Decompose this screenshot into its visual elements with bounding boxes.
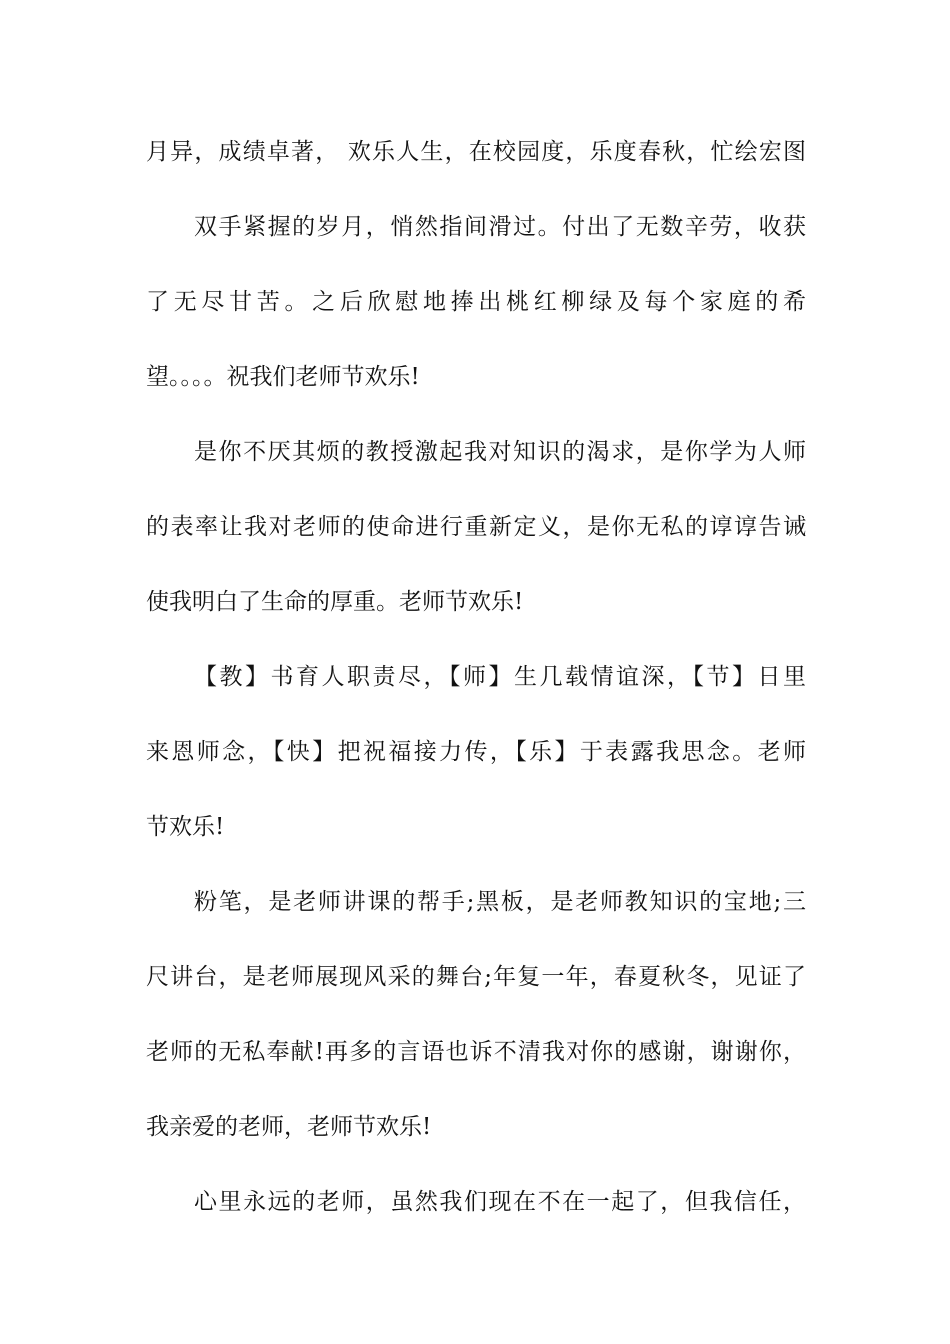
text-line-12: 尺讲台，是老师展现风采的舞台;年复一年，春夏秋冬，见证了: [146, 964, 806, 990]
text-line-5: 是你不厌其烦的教授激起我对知识的渴求，是你学为人师: [194, 439, 806, 465]
text-line-3: 了无尽甘苦。之后欣慰地捧出桃红柳绿及每个家庭的希: [146, 289, 806, 315]
text-line-8: 【教】书育人职责尽，【师】生几载情谊深，【节】日里: [194, 664, 806, 690]
text-line-13: 老师的无私奉献!再多的言语也诉不清我对你的感谢，谢谢你，: [146, 1039, 806, 1065]
text-line-2: 双手紧握的岁月，悄然指间滑过。付出了无数辛劳，收获: [194, 214, 806, 240]
text-line-10: 节欢乐!: [146, 814, 225, 840]
text-line-11: 粉笔，是老师讲课的帮手;黑板，是老师教知识的宝地;三: [194, 889, 806, 915]
text-line-14: 我亲爱的老师，老师节欢乐!: [146, 1114, 432, 1140]
text-line-1: 月异，成绩卓著， 欢乐人生，在校园度，乐度春秋，忙绘宏图: [146, 139, 806, 165]
text-line-4: 望。。。。祝我们老师节欢乐!: [146, 364, 420, 390]
text-line-9: 来恩师念，【快】把祝福接力传，【乐】于表露我思念。老师: [146, 739, 806, 765]
text-line-6: 的表率让我对老师的使命进行重新定义，是你无私的谆谆告诫: [146, 514, 806, 540]
text-line-15: 心里永远的老师，虽然我们现在不在一起了，但我信任，: [194, 1189, 806, 1215]
text-line-7: 使我明白了生命的厚重。老师节欢乐!: [146, 589, 524, 615]
